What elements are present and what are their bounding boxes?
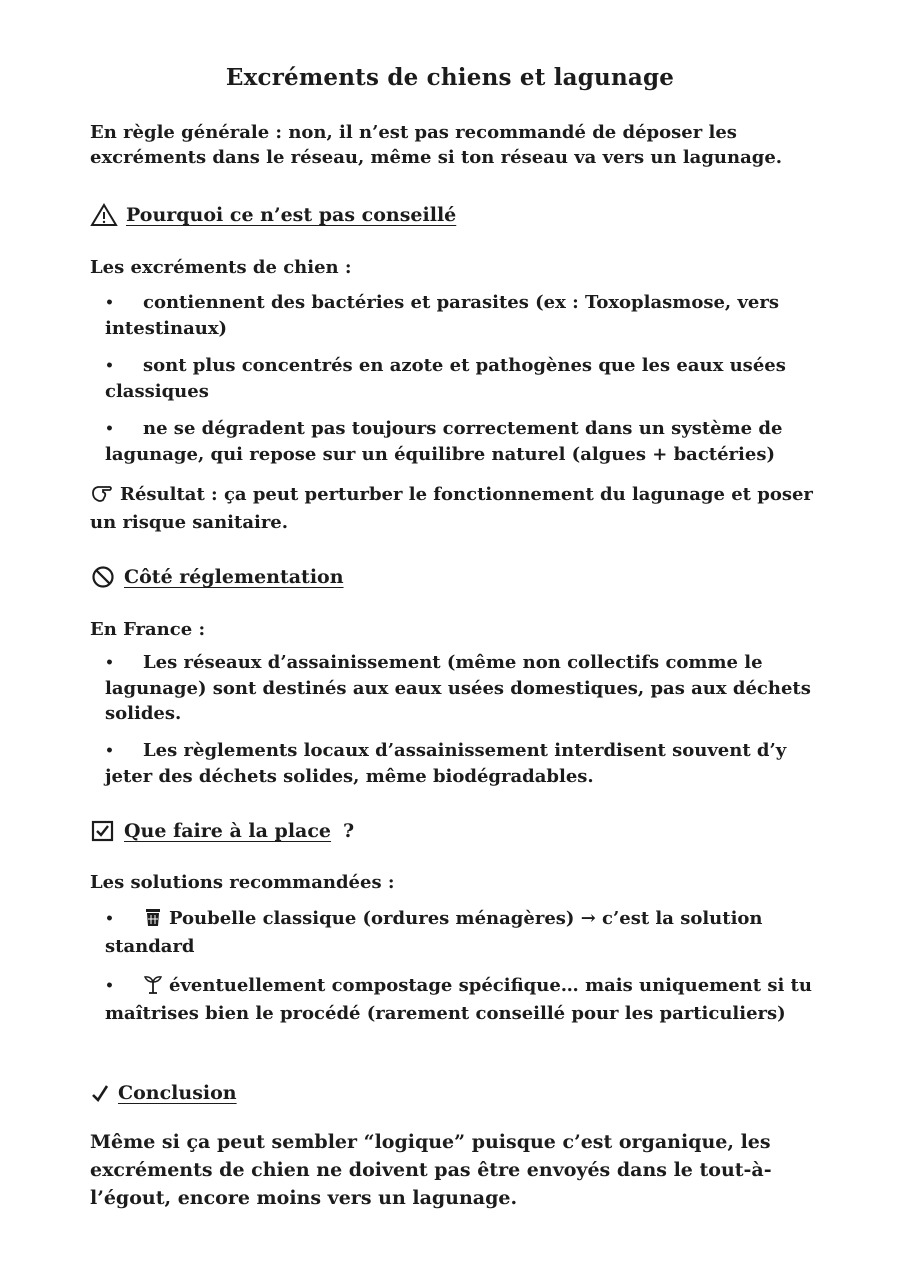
list-item-text: éventuellement compostage spécifique… mais uniquement si tu maîtrises bien le procédé (rarement conseillé pour les particuliers) bbox=[105, 975, 812, 1024]
page-title: Excréments de chiens et lagunage bbox=[225, 64, 675, 91]
section-label: Les solutions recommandées : bbox=[90, 872, 395, 893]
section-label: Les excréments de chien : bbox=[90, 257, 352, 278]
list-item bbox=[105, 650, 825, 726]
section-label: En France : bbox=[90, 619, 206, 640]
section-heading-what-to-do bbox=[90, 818, 354, 844]
list-item-text: sont plus concentrés en azote et pathogènes que les eaux usées classiques bbox=[105, 355, 786, 402]
list-item-text: contiennent des bactéries et parasites (ex : Toxoplasmose, vers intestinaux) bbox=[105, 292, 779, 339]
list-item bbox=[105, 973, 825, 1026]
section-heading-text: Conclusion bbox=[118, 1082, 237, 1104]
list-item-text: Les réseaux d’assainissement (même non collectifs comme le lagunage) sont destinés aux eaux usées domestiques, pas aux déchets solides. bbox=[105, 652, 811, 724]
list-item bbox=[105, 906, 825, 959]
result-text: Résultat : ça peut perturber le fonctionnement du lagunage et poser un risque sanitaire. bbox=[90, 484, 813, 533]
list-item bbox=[105, 353, 825, 404]
heading-suffix: ? bbox=[343, 820, 355, 842]
section-heading-why bbox=[90, 202, 456, 228]
result-paragraph bbox=[90, 482, 820, 535]
checkbox-icon bbox=[90, 819, 116, 843]
list-item-text: Les règlements locaux d’assainissement interdisent souvent d’y jeter des déchets solides, même biodégradables. bbox=[105, 740, 787, 787]
bullet-point: • bbox=[105, 978, 114, 994]
bullet-point: • bbox=[105, 358, 114, 374]
bullet-point: • bbox=[105, 295, 114, 311]
section-heading-conclusion bbox=[90, 1080, 237, 1106]
bullet-point: • bbox=[105, 743, 114, 759]
section-heading-regulation bbox=[90, 564, 344, 590]
trash-bin-icon bbox=[143, 907, 163, 934]
checkmark-icon bbox=[90, 1082, 110, 1104]
seedling-icon bbox=[143, 974, 163, 1001]
section-heading-text: Que faire à la place bbox=[124, 820, 332, 842]
bullet-point: • bbox=[105, 911, 114, 927]
warning-icon bbox=[90, 203, 118, 227]
bullet-point: • bbox=[105, 655, 114, 671]
intro-paragraph: En règle générale : non, il n’est pas recommandé de déposer les excréments dans le réseau, même si ton réseau va vers un lagunage. bbox=[90, 122, 783, 168]
list-item-text: Poubelle classique (ordures ménagères) → c’est la solution standard bbox=[105, 908, 763, 957]
list-item-text: ne se dégradent pas toujours correctement dans un système de lagunage, qui repose sur un équilibre naturel (algues + bactéries) bbox=[105, 418, 783, 465]
section-heading-text: Côté réglementation bbox=[124, 566, 344, 588]
section-heading-text: Pourquoi ce n’est pas conseillé bbox=[126, 204, 457, 226]
list-item bbox=[105, 738, 825, 789]
bullet-point: • bbox=[105, 421, 114, 437]
list-item bbox=[105, 416, 825, 467]
prohibited-icon bbox=[90, 565, 116, 589]
conclusion-paragraph: Même si ça peut sembler “logique” puisque c’est organique, les excréments de chien ne doivent pas être envoyés dans le tout-à-l’égout, encore moins vers un lagunage. bbox=[90, 1131, 772, 1209]
list-item bbox=[105, 290, 825, 341]
pointing-hand-icon bbox=[90, 483, 114, 510]
